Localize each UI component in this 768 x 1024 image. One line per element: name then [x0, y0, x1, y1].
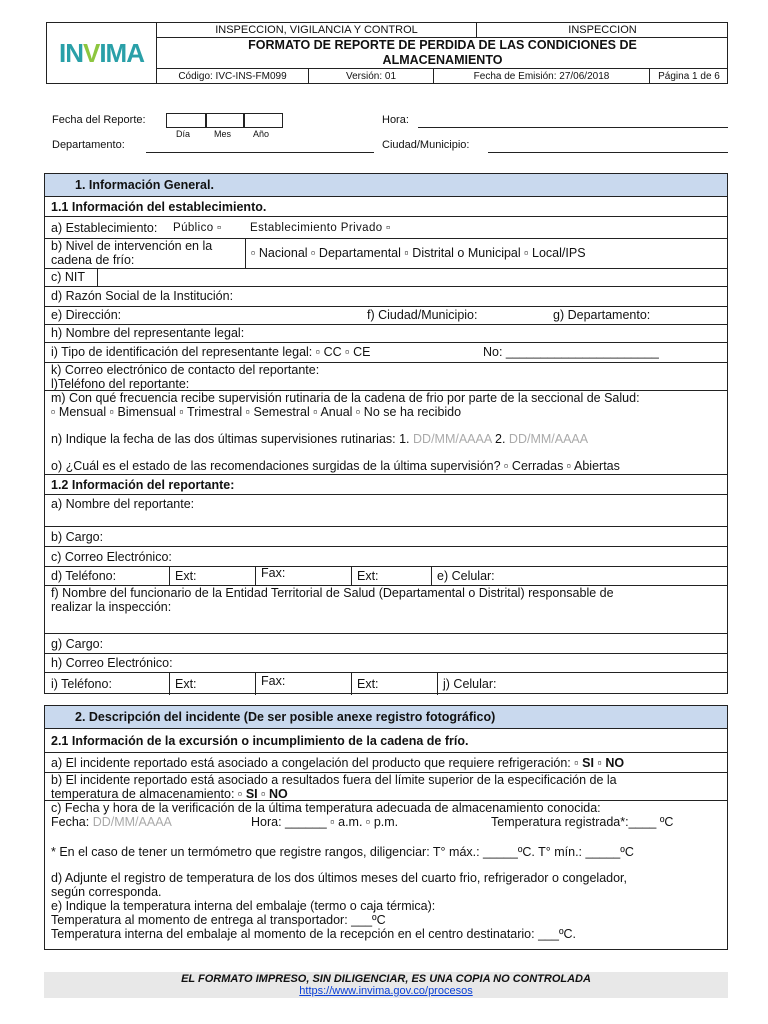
label-anio: Año — [253, 129, 270, 139]
row-funcionario — [45, 585, 727, 633]
label-telefono-reportante: l)Teléfono del reportante: — [51, 377, 190, 391]
date-supervision-1[interactable]: DD/MM/AAAA — [413, 432, 492, 446]
verificacion-fecha — [51, 815, 172, 829]
label-departamento: Departamento: — [52, 139, 125, 151]
row-supervision — [45, 390, 727, 474]
section2-header — [45, 706, 727, 728]
row-verificacion — [45, 800, 727, 950]
label-ciudad: Ciudad/Municipio: — [382, 139, 470, 151]
label-correo-contacto: k) Correo electrónico de contacto del reportante: — [51, 363, 320, 377]
label-ext-1: Ext: — [175, 569, 197, 583]
label-fechas-supervisiones: n) Indique la fecha de las dos últimas supervisiones rutinarias: 1. — [51, 432, 410, 446]
option-privado[interactable]: Establecimiento Privado ▫ — [250, 222, 391, 234]
row-correo-2 — [45, 653, 727, 672]
form-title-1: FORMATO DE REPORTE DE PERDIDA DE LAS CONDICIONES DE — [248, 38, 637, 52]
label-ext-2: Ext: — [357, 569, 379, 583]
form-issue-date: Fecha de Emisión: 27/06/2018 — [434, 69, 650, 84]
label-nit: c) NIT — [51, 270, 86, 284]
label-temp-embalaje: e) Indique la temperatura interna del embalaje (termo o caja térmica): — [51, 899, 436, 913]
label-temp-recepcion: Temperatura interna del embalaje al momento de la recepción en el centro destinatario: ___ºC. — [51, 927, 577, 941]
label-direccion: e) Dirección: — [51, 308, 122, 322]
row-razon — [45, 286, 727, 306]
label-mes: Mes — [214, 129, 232, 139]
page-footer — [44, 972, 728, 998]
row-telefono — [45, 566, 727, 585]
month-field[interactable] — [206, 113, 244, 128]
row-congelacion — [45, 752, 727, 772]
row-representante — [45, 324, 727, 342]
label-2: 2. — [495, 432, 506, 446]
header-area: INSPECCION, VIGILANCIA Y CONTROL — [157, 23, 477, 37]
form-title-2: ALMACENAMIENTO — [382, 53, 503, 67]
label-fecha-reporte: Fecha del Reporte: — [52, 114, 146, 126]
label-adjunte-2: según corresponda. — [51, 885, 162, 899]
footer-note: EL FORMATO IMPRESO, SIN DILIGENCIAR, ES UNA COPIA NO CONTROLADA — [181, 973, 591, 985]
label-tipo-identificacion: i) Tipo de identificación del representante legal: ▫ CC ▫ CE — [51, 345, 371, 359]
label-adjunte-1: d) Adjunte el registro de temperatura de los dos últimos meses del cuarto frio, refrigerador o congelador, — [51, 871, 628, 885]
label-telefono: d) Teléfono: — [51, 569, 117, 583]
label-telefono-2: i) Teléfono: — [51, 677, 112, 691]
label-establecimiento: a) Establecimiento: — [51, 221, 158, 235]
label-verificacion: c) Fecha y hora de la verificación de la última temperatura adecuada de almacenamiento conocida: — [51, 801, 601, 815]
row-telefono-2 — [45, 672, 727, 694]
label-fecha: Fecha: — [51, 815, 90, 829]
day-field[interactable] — [166, 113, 206, 128]
row-correo — [45, 546, 727, 566]
row-sub1 — [45, 196, 727, 216]
label-ciudad-municipio: f) Ciudad/Municipio: — [367, 308, 478, 322]
label-correo-2: h) Correo Electrónico: — [51, 656, 173, 670]
row-correo-telefono — [45, 362, 727, 390]
form-code: Código: IVC-INS-FM099 — [157, 69, 309, 84]
label-representante: h) Nombre del representante legal: — [51, 326, 245, 340]
row-establecimiento — [45, 216, 727, 238]
label-temp-entrega: Temperatura al momento de entrega al transportador: ___ºC — [51, 913, 386, 927]
row-nombre-reportante — [45, 494, 727, 526]
row-cargo — [45, 526, 727, 546]
hora-field[interactable] — [418, 127, 728, 128]
label-cargo: b) Cargo: — [51, 530, 104, 544]
s2-sub1-title: 2.1 Información de la excursión o incumplimiento de la cadena de frío. — [51, 734, 469, 748]
header-process: INSPECCION — [568, 24, 637, 36]
section2-title: 2. Descripción del incidente (De ser posible anexe registro fotográfico) — [75, 710, 496, 724]
fecha-supervisiones — [51, 432, 588, 446]
label-congelacion: a) El incidente reportado está asociado a congelación del producto que requiere refrigeración: ▫ — [51, 756, 579, 770]
frecuencia-options[interactable]: ▫ Mensual ▫ Bimensual ▫ Trimestral ▫ Semestral ▫ Anual ▫ No se ha recibido — [51, 405, 462, 419]
sub1-title: 1.1 Información del establecimiento. — [51, 200, 267, 214]
label-numero: No: ______________________ — [483, 345, 659, 359]
label-celular-2: j) Celular: — [443, 677, 497, 691]
nivel-options[interactable]: ▫ Nacional ▫ Departamental ▫ Distrital o Municipal ▫ Local/IPS — [251, 246, 586, 260]
date-supervision-2[interactable]: DD/MM/AAAA — [508, 432, 589, 446]
label-celular: e) Celular: — [437, 569, 495, 583]
congelacion-options[interactable]: SI ▫ NO — [582, 756, 625, 770]
sub2-title: 1.2 Información del reportante: — [51, 478, 235, 492]
option-publico[interactable]: Público ▫ — [173, 222, 222, 234]
logo-word: INVIMA — [58, 37, 144, 68]
label-nombre-reportante: a) Nombre del reportante: — [51, 497, 195, 511]
row-direccion — [45, 306, 727, 324]
label-frecuencia: m) Con qué frecuencia recibe supervisión rutinaria de la cadena de frio por parte de la seccional de Salud: — [51, 391, 640, 405]
row-nivel — [45, 238, 727, 268]
section-informacion-general — [44, 173, 728, 694]
row-sub2 — [45, 474, 727, 494]
label-nivel-1: b) Nivel de intervención en la — [51, 239, 213, 253]
label-razon-social: d) Razón Social de la Institución: — [51, 289, 234, 303]
form-page: Página 1 de 6 — [658, 71, 720, 82]
form-version: Versión: 01 — [309, 69, 434, 84]
ciudad-field[interactable] — [488, 152, 728, 153]
label-limite-2: temperatura de almacenamiento: ▫ — [51, 787, 243, 801]
limite-options[interactable]: SI ▫ NO — [245, 787, 288, 801]
invima-logo — [47, 23, 157, 84]
label-correo: c) Correo Electrónico: — [51, 550, 172, 564]
row-cargo-2 — [45, 633, 727, 653]
section1-header — [45, 174, 727, 196]
label-fax: Fax: — [261, 566, 286, 580]
label-dia: Día — [176, 129, 191, 139]
label-fax-2: Fax: — [261, 674, 286, 688]
label-ext-3: Ext: — [175, 677, 197, 691]
label-estado-recomendaciones: o) ¿Cuál es el estado de las recomendaciones surgidas de la última supervisión? ▫ Cerradas ▫ Abiertas — [51, 459, 620, 473]
row-nit — [45, 268, 727, 286]
departamento-field[interactable] — [146, 152, 374, 153]
label-rangos: * En el caso de tener un termómetro que registre rangos, diligenciar: T° máx.: _____ºC. T° mín.: _____ºC — [51, 845, 634, 859]
section-descripcion-incidente — [44, 705, 728, 950]
year-field[interactable] — [244, 113, 283, 128]
row-limite — [45, 772, 727, 800]
verificacion-temperatura[interactable]: Temperatura registrada*:____ ºC — [491, 815, 674, 829]
footer-link[interactable]: https://www.invima.gov.co/procesos — [299, 985, 473, 997]
date-verificacion[interactable]: DD/MM/AAAA — [92, 815, 172, 829]
document-header — [46, 22, 728, 84]
label-limite-1: b) El incidente reportado está asociado a resultados fuera del límite superior de la especificación de la — [51, 773, 617, 787]
label-ext-4: Ext: — [357, 677, 379, 691]
row-s2-sub1 — [45, 728, 727, 752]
verificacion-hora[interactable]: Hora: ______ ▫ a.m. ▫ p.m. — [251, 815, 399, 829]
congelacion-question — [51, 756, 624, 770]
row-identificacion — [45, 342, 727, 362]
section1-title: 1. Información General. — [75, 178, 214, 192]
label-funcionario-1: f) Nombre del funcionario de la Entidad Territorial de Salud (Departamental o Distrital) responsable de — [51, 586, 614, 600]
label-nivel-2: cadena de frío: — [51, 253, 135, 267]
label-hora: Hora: — [382, 114, 409, 126]
label-departamento-s1: g) Departamento: — [553, 308, 651, 322]
label-funcionario-2: realizar la inspección: — [51, 600, 172, 614]
label-cargo-2: g) Cargo: — [51, 637, 104, 651]
limite-question-2 — [51, 787, 288, 801]
